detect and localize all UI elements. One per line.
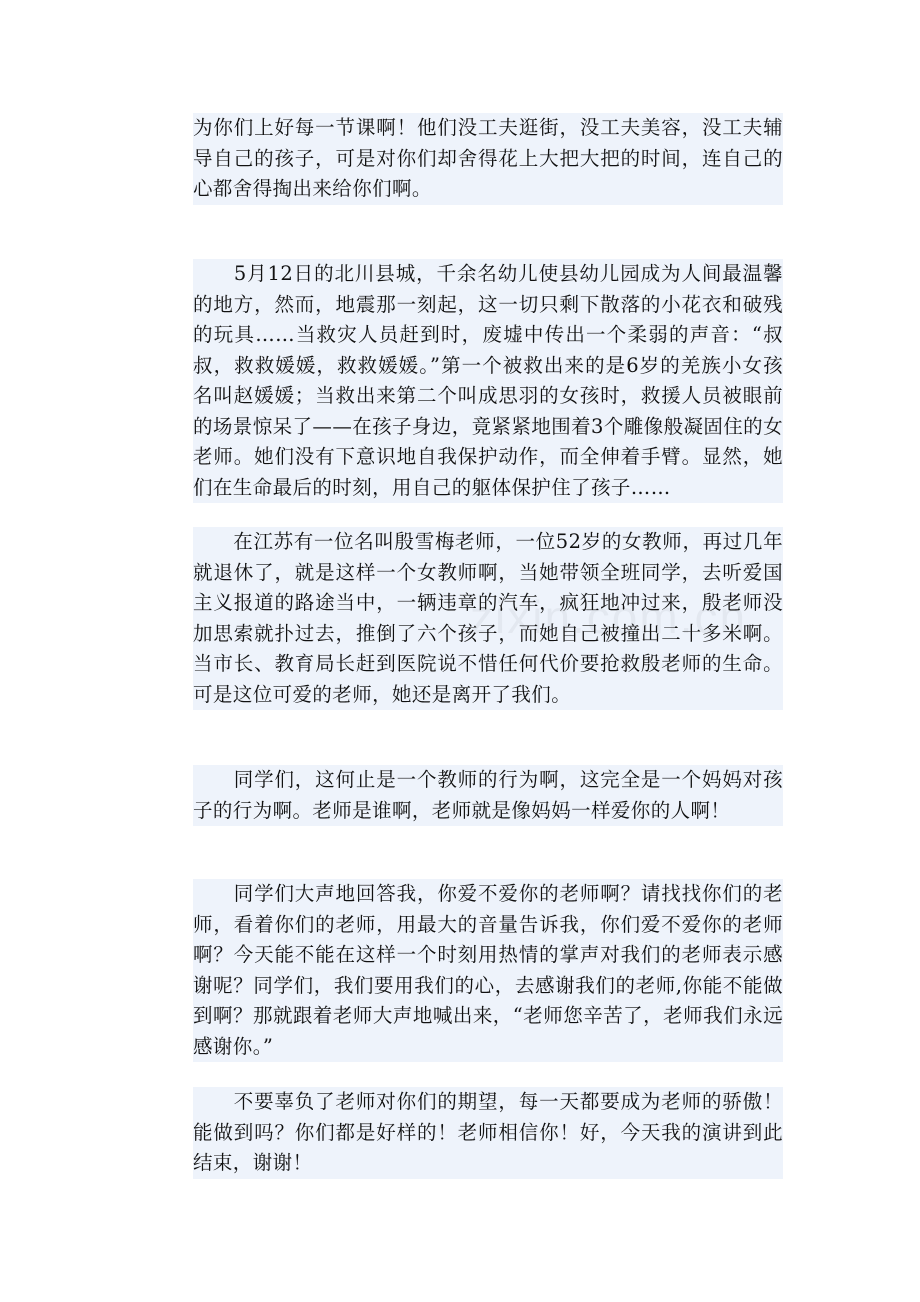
paragraph-5: 同学们大声地回答我，你爱不爱你的老师啊？请找找你们的老师，看着你们的老师，用最大的音量告诉我，你们爱不爱你的老师啊？今天能不能在这样一个时刻用热情的掌声对我们的老师表示感谢呢？同学们，我们要用我们的心，去感谢我们的老师,你能不能做到啊？那就跟着老师大声地喊出来，“老师您辛苦了，老师我们永远感谢你。” <box>193 879 783 1062</box>
paragraph-3: 在江苏有一位名叫殷雪梅老师，一位52岁的女教师，再过几年就退休了，就是这样一个女教师啊，当她带领全班同学，去听爱国主义报道的路途当中，一辆违章的汽车，疯狂地冲过来，殷老师没加思索就扑过去，推倒了六个孩子，而她自己被撞出二十多米啊。当市长、教育局长赶到医院说不惜任何代价要抢救殷老师的生命。可是这位可爱的老师，她还是离开了我们。 <box>193 527 783 710</box>
paragraph-6: 不要辜负了老师对你们的期望，每一天都要成为老师的骄傲！能做到吗？你们都是好样的！老师相信你！好，今天我的演讲到此结束，谢谢！ <box>193 1087 783 1179</box>
paragraph-1: 为你们上好每一节课啊！他们没工夫逛街，没工夫美容，没工夫辅导自己的孩子，可是对你们却舍得花上大把大把的时间，连自己的心都舍得掏出来给你们啊。 <box>193 113 783 205</box>
paragraph-4: 同学们，这何止是一个教师的行为啊，这完全是一个妈妈对孩子的行为啊。老师是谁啊，老师就是像妈妈一样爱你的人啊！ <box>193 765 783 826</box>
paragraph-2: 5月12日的北川县城，千余名幼儿使县幼儿园成为人间最温馨的地方，然而，地震那一刻起，这一切只剩下散落的小花衣和破残的玩具……当救灾人员赶到时，废墟中传出一个柔弱的声音：“叔叔，救救媛媛，救救媛媛。”第一个被救出来的是6岁的羌族小女孩名叫赵媛媛；当救出来第二个叫成思羽的女孩时，救援人员被眼前的场景惊呆了——在孩子身边，竟紧紧地围着3个雕像般凝固住的女老师。她们没有下意识地自我保护动作，而全伸着手臂。显然，她们在生命最后的时刻，用自己的躯体保护住了孩子…… <box>193 259 783 503</box>
